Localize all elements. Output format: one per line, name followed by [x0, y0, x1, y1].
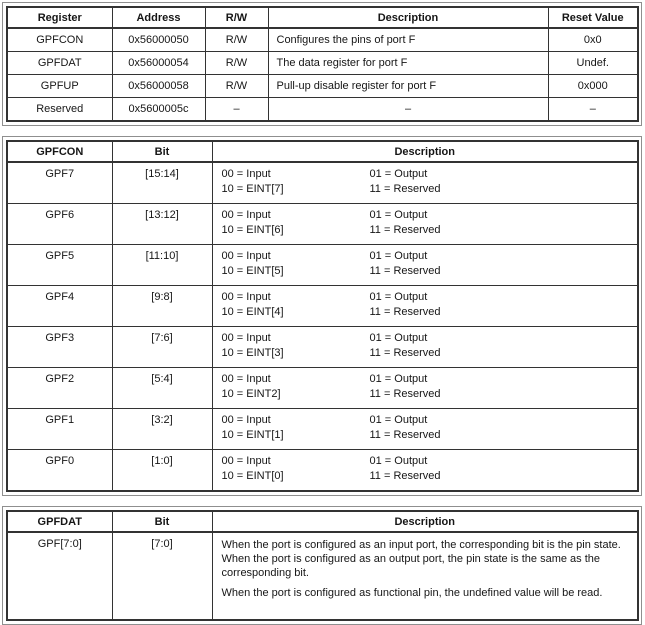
option-10: 10 = EINT[5] [221, 265, 284, 277]
register-address: 0x5600005c [112, 98, 205, 122]
option-11: 11 = Reserved [369, 306, 441, 318]
register-reset-value: – [548, 98, 638, 122]
bit-range: [7:6] [112, 327, 212, 368]
column-header-register: Register [7, 7, 112, 28]
column-header-description: Description [212, 511, 638, 532]
table-row-gpfdat [7, 52, 638, 75]
option-10: 10 = EINT[4] [221, 306, 284, 318]
header-row [7, 511, 638, 532]
option-00: 00 = Input [221, 291, 271, 303]
bit-range: [11:10] [112, 245, 212, 286]
register-rw: R/W [205, 52, 268, 75]
gpfcon-bits-box [2, 136, 642, 496]
register-description: Pull-up disable register for port F [268, 75, 548, 98]
bit-options [212, 368, 638, 409]
gpfdat-bits-box [2, 506, 642, 625]
option-10: 10 = EINT[3] [221, 347, 284, 359]
bit-field-name: GPF0 [7, 450, 112, 492]
table-row-gpf4 [7, 286, 638, 327]
bit-field-name: GPF6 [7, 204, 112, 245]
bit-field-name: GPF7 [7, 162, 112, 204]
table-row-gpf7 [7, 162, 638, 204]
register-rw: R/W [205, 28, 268, 52]
table-row-gpf2 [7, 368, 638, 409]
register-address: 0x56000058 [112, 75, 205, 98]
table-row-gpf1 [7, 409, 638, 450]
option-00: 00 = Input [221, 209, 271, 221]
option-01: 01 = Output [369, 414, 428, 426]
table-row-gpf0 [7, 450, 638, 492]
column-header-gpfcon: GPFCON [7, 141, 112, 162]
register-address: 0x56000050 [112, 28, 205, 52]
bit-description [212, 532, 638, 620]
option-01: 01 = Output [369, 455, 428, 467]
option-01: 01 = Output [369, 250, 428, 262]
option-00: 00 = Input [221, 332, 271, 344]
bit-field-name: GPF3 [7, 327, 112, 368]
bit-options [212, 245, 638, 286]
option-10: 10 = EINT2] [221, 388, 281, 400]
option-11: 11 = Reserved [369, 265, 441, 277]
column-header-bit: Bit [112, 511, 212, 532]
column-header-description: Description [212, 141, 638, 162]
option-11: 11 = Reserved [369, 388, 441, 400]
header-row [7, 141, 638, 162]
option-01: 01 = Output [369, 168, 428, 180]
register-name: GPFCON [7, 28, 112, 52]
register-rw: – [205, 98, 268, 122]
register-summary-box [2, 2, 642, 126]
option-00: 00 = Input [221, 373, 271, 385]
bit-field-name: GPF4 [7, 286, 112, 327]
table-row-reserved [7, 98, 638, 122]
option-10: 10 = EINT[1] [221, 429, 284, 441]
bit-field-name: GPF1 [7, 409, 112, 450]
description-paragraph-2: When the port is configured as functional pin, the undefined value will be read. [221, 587, 603, 599]
option-11: 11 = Reserved [369, 224, 441, 236]
register-name: GPFUP [7, 75, 112, 98]
bit-range: [1:0] [112, 450, 212, 492]
option-10: 10 = EINT[0] [221, 470, 284, 482]
register-name: Reserved [7, 98, 112, 122]
option-00: 00 = Input [221, 168, 271, 180]
option-11: 11 = Reserved [369, 470, 441, 482]
bit-range: [7:0] [112, 532, 212, 620]
register-reset-value: 0x0 [548, 28, 638, 52]
register-reset-value: Undef. [548, 52, 638, 75]
option-11: 11 = Reserved [369, 183, 441, 195]
option-01: 01 = Output [369, 291, 428, 303]
register-name: GPFDAT [7, 52, 112, 75]
option-11: 11 = Reserved [369, 347, 441, 359]
table-row-gpfup [7, 75, 638, 98]
gpfdat-bits-table [6, 510, 639, 621]
bit-options [212, 450, 638, 492]
column-header-address: Address [112, 7, 205, 28]
register-description: Configures the pins of port F [268, 28, 548, 52]
table-row-gpfcon [7, 28, 638, 52]
column-header-description: Description [268, 7, 548, 28]
bit-field-name: GPF[7:0] [7, 532, 112, 620]
option-00: 00 = Input [221, 455, 271, 467]
bit-options [212, 162, 638, 204]
gpfcon-bits-table [6, 140, 639, 492]
register-rw: R/W [205, 75, 268, 98]
bit-range: [15:14] [112, 162, 212, 204]
table-row-gpf70 [7, 532, 638, 620]
register-description: The data register for port F [268, 52, 548, 75]
table-row-gpf3 [7, 327, 638, 368]
option-00: 00 = Input [221, 414, 271, 426]
column-header-bit: Bit [112, 141, 212, 162]
bit-range: [3:2] [112, 409, 212, 450]
option-00: 00 = Input [221, 250, 271, 262]
column-header-gpfdat: GPFDAT [7, 511, 112, 532]
table-row-gpf6 [7, 204, 638, 245]
option-10: 10 = EINT[7] [221, 183, 284, 195]
option-11: 11 = Reserved [369, 429, 441, 441]
option-01: 01 = Output [369, 373, 428, 385]
register-reset-value: 0x000 [548, 75, 638, 98]
bit-field-name: GPF5 [7, 245, 112, 286]
bit-range: [9:8] [112, 286, 212, 327]
bit-range: [13:12] [112, 204, 212, 245]
bit-field-name: GPF2 [7, 368, 112, 409]
bit-options [212, 327, 638, 368]
column-header-rw: R/W [205, 7, 268, 28]
register-summary-table [6, 6, 639, 122]
bit-range: [5:4] [112, 368, 212, 409]
register-address: 0x56000054 [112, 52, 205, 75]
option-01: 01 = Output [369, 332, 428, 344]
description-paragraph-1: When the port is configured as an input port, the corresponding bit is the pin state. When the port is configured as an output port, the pin state is the same as the corresponding bit. [221, 539, 621, 579]
bit-options [212, 409, 638, 450]
header-row [7, 7, 638, 28]
table-row-gpf5 [7, 245, 638, 286]
bit-options [212, 286, 638, 327]
option-10: 10 = EINT[6] [221, 224, 284, 236]
option-01: 01 = Output [369, 209, 428, 221]
register-description: – [268, 98, 548, 122]
column-header-reset-value: Reset Value [548, 7, 638, 28]
bit-options [212, 204, 638, 245]
